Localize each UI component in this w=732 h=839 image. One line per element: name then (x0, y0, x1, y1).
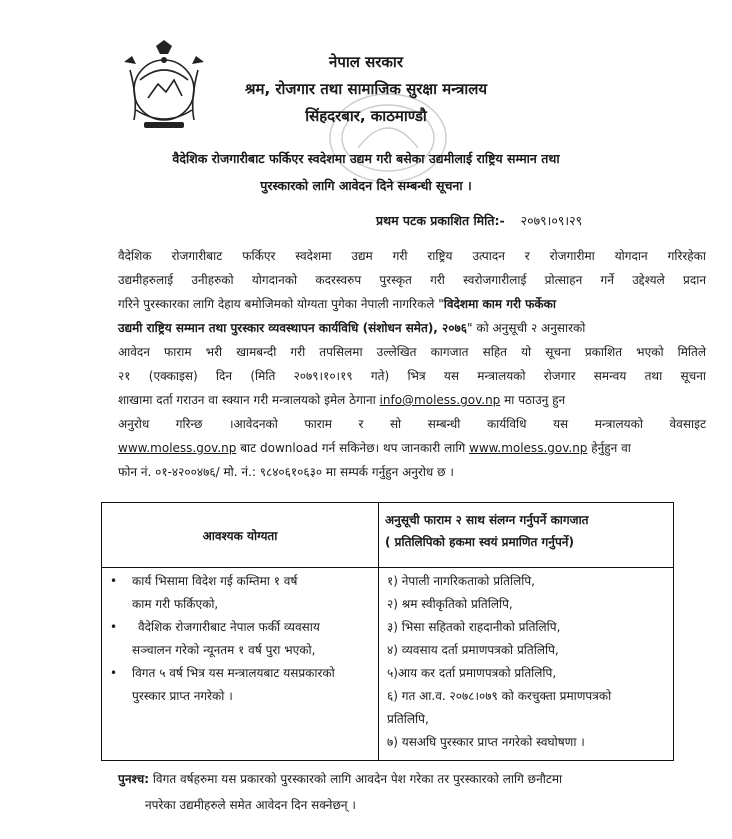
government-title: नेपाल सरकार (329, 53, 403, 71)
document-item: ३) भिसा सहितको राहदानीको प्रतिलिपि, (387, 620, 561, 634)
document-item: ५)आय कर दर्ता प्रमाणपत्रको प्रतिलिपि, (387, 666, 557, 680)
document-item: ४) व्यवसाय दर्ता प्रमाणपत्रको प्रतिलिपि, (387, 643, 559, 657)
document-item: २) श्रम स्वीकृतिको प्रतिलिपि, (387, 597, 513, 611)
document-item: १) नेपाली नागरिकताको प्रतिलिपि, (387, 574, 535, 588)
publication-date-value: २०७९।०९।२९ (520, 213, 583, 228)
body-line: गरिने पुरस्कारका लागि देहाय बमोजिमको योग्यता पुगेका नेपाली नागरिकले "विदेशमा काम गरी फर्केका (118, 297, 556, 311)
body-line: उद्यमी राष्ट्रिय सम्मान तथा पुरस्कार व्यवस्थापन कार्यविधि (संशोधन समेत), २०७६" को अनुसूची २ अनुसारको (118, 321, 586, 335)
website-link[interactable]: www.moless.gov.np (469, 441, 588, 455)
procedure-name-bold: उद्यमी राष्ट्रिय सम्मान तथा पुरस्कार व्यवस्थापन कार्यविधि (संशोधन समेत), २०७६ (118, 321, 468, 335)
body-line: अनुरोध गरिन्छ ।आवेदनको फाराम र सो सम्बन्धी कार्यविधि यस मन्त्रालयको वेवसाइट (118, 417, 706, 431)
document-item: ७) यसअघि पुरस्कार प्राप्त नगरेको स्वघोषणा । (387, 735, 585, 749)
body-line: www.moless.gov.np बाट download गर्न सकिनेछ। थप जानकारी लागि www.moless.gov.np हेर्नुहुन वा (118, 441, 631, 455)
ministry-name: श्रम, रोजगार तथा सामाजिक सुरक्षा मन्त्रालय (244, 80, 488, 98)
bullet-icon: • (110, 666, 118, 680)
postscript-note-line-2: नपरेका उद्यमीहरुले समेत आवेदन दिन सक्नेछन् । (145, 798, 356, 812)
requirements-table (101, 502, 674, 761)
procedure-name-bold: विदेशमा काम गरी फर्केका (443, 297, 556, 311)
bullet-icon: • (110, 574, 118, 588)
body-line: शाखामा दर्ता गराउन वा स्क्यान गरी मन्त्रालयको इमेल ठेगाना info@moless.gov.np मा पठाउनु हुन (118, 393, 566, 407)
body-line: वैदेशिक रोजगारीबाट फर्किएर स्वदेशमा उद्यम गरी राष्ट्रिय उत्पादन र रोजगारीमा योगदान गरिरहेका (118, 249, 706, 263)
notice-subject-line-2: पुरस्कारको लागि आवेदन दिने सम्बन्धी सूचना । (260, 178, 472, 193)
bullet-icon: • (110, 620, 118, 634)
body-line: आवेदन फाराम भरी खामबन्दी गरी तपसिलमा उल्लेखित कागजात सहित यो सूचना प्रकाशित भएको मितिले (118, 345, 706, 359)
qualification-column-header: आवश्यक योग्यता (102, 503, 379, 568)
publication-date (376, 212, 582, 229)
postscript-label: पुनश्च: (118, 772, 149, 786)
document-item: ६) गत आ.व. २०७८।०७९ को करचुक्ता प्रमाणपत्रको (387, 689, 612, 703)
document-item: प्रतिलिपि, (387, 712, 429, 726)
body-line: उद्यमीहरुलाई उनीहरुको योगदानको कदरस्वरुप पुरस्कृत गरी स्वरोजगारीलाई प्रोत्साहन गर्ने उद्देश्यले प्रदान (118, 273, 706, 287)
email-link[interactable]: info@moless.gov.np (379, 393, 501, 407)
qualification-item: • वैदेशिक रोजगारीबाट नेपाल फर्की व्यवसाय सञ्चालन गरेको न्यूनतम १ वर्ष पुरा भएको, (132, 616, 378, 662)
documents-cell (379, 568, 674, 761)
office-stamp (318, 88, 458, 188)
qualifications-cell (102, 568, 379, 761)
postscript-note: पुनश्च: विगत वर्षहरुमा यस प्रकारको पुरस्कारको लागि आवदेन पेश गरेका तर पुरस्कारको लागि छनौटमा (118, 772, 563, 786)
notice-subject-line-1: वैदेशिक रोजगारीबाट फर्किएर स्वदेशमा उद्यम गरी बसेका उद्यमीलाई राष्ट्रिय सम्मान तथा (172, 151, 560, 166)
qualification-item: • कार्य भिसामा विदेश गई कम्तिमा १ वर्ष काम गरी फर्किएको, (132, 570, 378, 616)
body-line: २१ (एक्काइस) दिन (मिति २०७९।१०।१९ गते) भित्र यस मन्त्रालयको रोजगार समन्वय तथा सूचना (118, 369, 706, 383)
body-line: फोन नं. ०१-४२००४७६/ मो. नं.: ९८४०६१०६३० मा सम्पर्क गर्नुहुन अनुरोध छ । (118, 465, 454, 479)
publication-date-label: प्रथम पटक प्रकाशित मिति:- (376, 213, 505, 228)
documents-column-header: अनुसूची फाराम २ साथ संलग्न गर्नुपर्ने कागजात ( प्रतिलिपिको हकमा स्वयं प्रमाणित गर्नुपर्ने) (379, 503, 674, 568)
ministry-address: सिंहदरबार, काठमाण्डौ (305, 107, 427, 125)
website-link[interactable]: www.moless.gov.np (118, 441, 237, 455)
qualification-item: • विगत ५ वर्ष भित्र यस मन्त्रालयबाट यसप्रकारको पुरस्कार प्राप्त नगरेको । (132, 662, 378, 708)
